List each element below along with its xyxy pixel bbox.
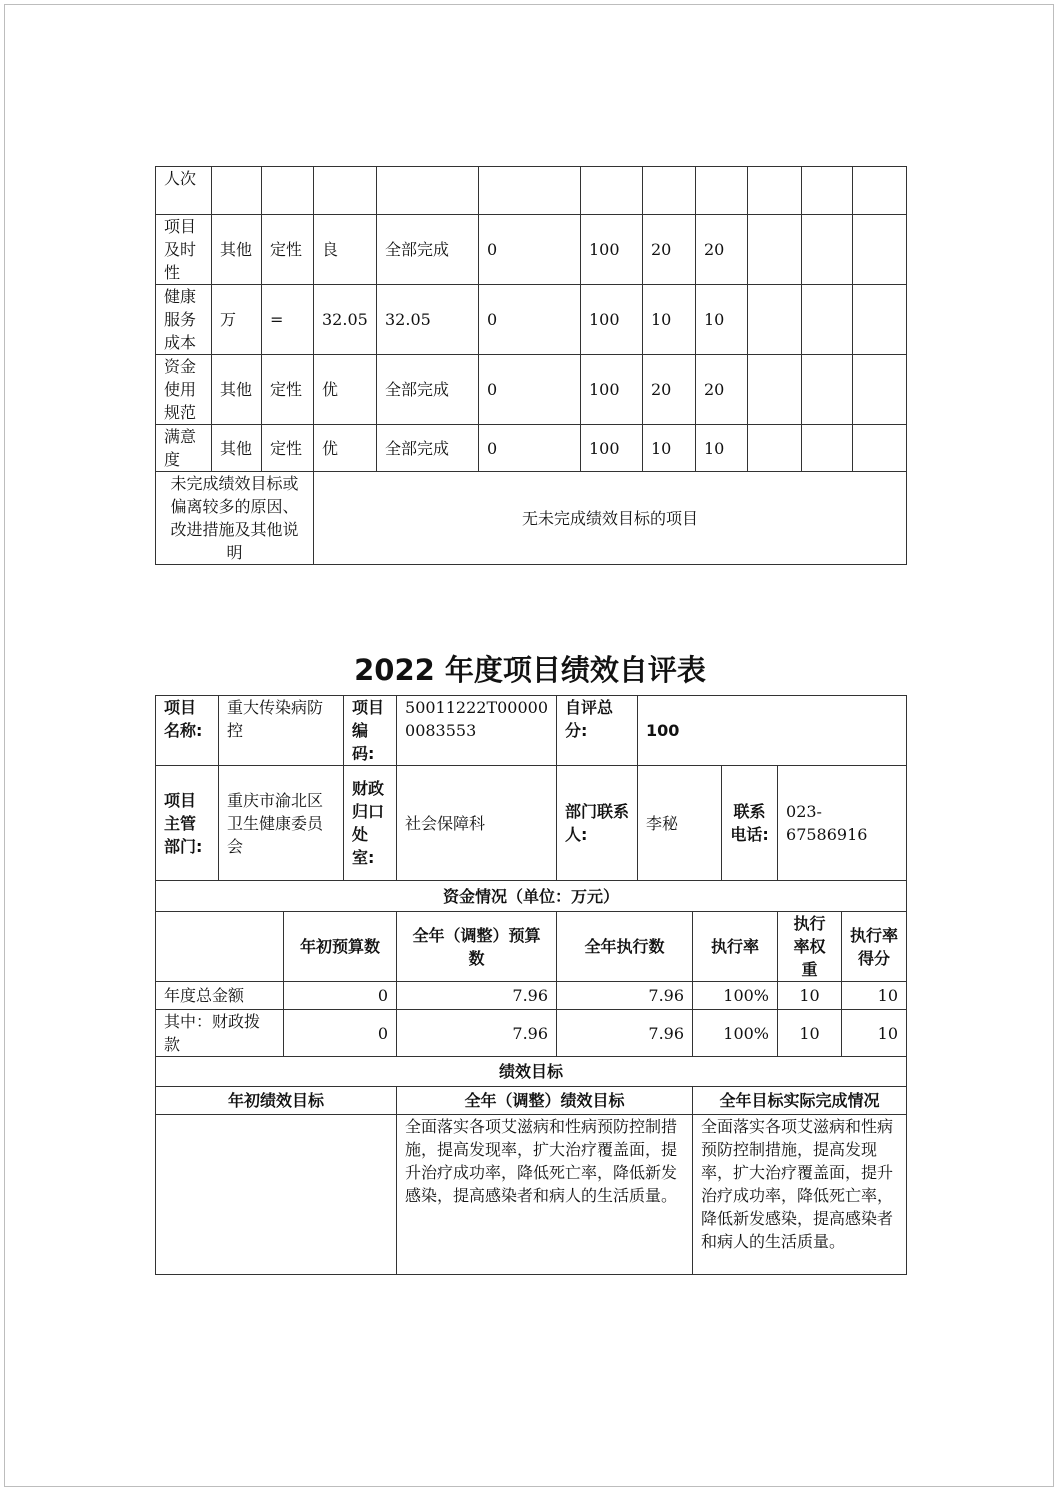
cell: 10 xyxy=(696,425,748,472)
table-row xyxy=(156,696,907,766)
indicator-name: 资金使用规范 xyxy=(156,355,212,425)
table-row xyxy=(156,766,907,881)
cell: 良 xyxy=(314,215,377,285)
cell: 全部完成 xyxy=(377,425,479,472)
cell: 全部完成 xyxy=(377,215,479,285)
cell: 优 xyxy=(314,425,377,472)
table-row xyxy=(156,355,907,425)
cell: 全部完成 xyxy=(377,355,479,425)
phone-value: 023-67586916 xyxy=(778,766,907,881)
header-cell: 全年执行数 xyxy=(557,912,693,982)
cell xyxy=(643,167,696,215)
table-row xyxy=(156,982,907,1010)
cell: 0 xyxy=(479,425,581,472)
cell: 0 xyxy=(284,1010,397,1057)
cell xyxy=(748,215,802,285)
label-contact: 部门联系人: xyxy=(557,766,638,881)
cell xyxy=(853,285,907,355)
cell xyxy=(212,167,262,215)
cell: 0 xyxy=(479,215,581,285)
header-cell: 全年（调整）预算数 xyxy=(397,912,557,982)
goal-initial xyxy=(156,1115,397,1275)
cell xyxy=(748,355,802,425)
indicator-name: 健康服务成本 xyxy=(156,285,212,355)
cell: 0 xyxy=(284,982,397,1010)
cell: 0 xyxy=(479,355,581,425)
indicator-name: 人次 xyxy=(156,167,212,215)
cell: 万 xyxy=(212,285,262,355)
cell: 32.05 xyxy=(377,285,479,355)
cell xyxy=(696,167,748,215)
goal-actual: 全面落实各项艾滋病和性病预防控制措施，提高发现率，扩大治疗覆盖面，提升治疗成功率，降低死亡率，降低新发感染，提高感染者和病人的生活质量。 xyxy=(693,1115,907,1275)
page-title: 2022 年度项目绩效自评表 xyxy=(354,653,706,687)
indicator-name: 项目及时性 xyxy=(156,215,212,285)
cell: 10 xyxy=(643,425,696,472)
cell: 7.96 xyxy=(557,982,693,1010)
contact-value: 李秘 xyxy=(638,766,722,881)
cell xyxy=(802,355,853,425)
goals-section-title: 绩效目标 xyxy=(156,1057,907,1087)
cell: 7.96 xyxy=(557,1010,693,1057)
row-label: 年度总金额 xyxy=(156,982,284,1010)
cell: 100 xyxy=(581,355,643,425)
cell xyxy=(748,425,802,472)
label-phone: 联系电话: xyxy=(722,766,778,881)
cell: 10 xyxy=(643,285,696,355)
cell xyxy=(802,425,853,472)
header-cell: 执行率得分 xyxy=(842,912,907,982)
label-project-code: 项目编码: xyxy=(344,696,397,766)
goals-header: 全年目标实际完成情况 xyxy=(693,1087,907,1115)
table-row xyxy=(156,912,907,982)
cell: 其他 xyxy=(212,215,262,285)
cell: 20 xyxy=(643,215,696,285)
cell: 其他 xyxy=(212,425,262,472)
cell: 定性 xyxy=(262,425,314,472)
cell: 100% xyxy=(693,982,778,1010)
label-score: 自评总分: xyxy=(557,696,638,766)
cell: 0 xyxy=(479,285,581,355)
cell xyxy=(377,167,479,215)
cell xyxy=(853,425,907,472)
cell: 10 xyxy=(842,982,907,1010)
cell xyxy=(748,285,802,355)
cell: 100 xyxy=(581,215,643,285)
score-value: 100 xyxy=(638,696,907,766)
goals-header: 全年（调整）绩效目标 xyxy=(397,1087,693,1115)
cell: = xyxy=(262,285,314,355)
indicator-name: 满意度 xyxy=(156,425,212,472)
dept-value: 重庆市渝北区卫生健康委员会 xyxy=(219,766,344,881)
cell xyxy=(581,167,643,215)
header-cell: 执行率 xyxy=(693,912,778,982)
cell xyxy=(802,167,853,215)
finance-value: 社会保障科 xyxy=(397,766,557,881)
cell xyxy=(853,355,907,425)
unfinished-label: 未完成绩效目标或偏离较多的原因、改进措施及其他说明 xyxy=(156,472,314,565)
cell: 定性 xyxy=(262,215,314,285)
table-row xyxy=(156,1010,907,1057)
project-name: 重大传染病防控 xyxy=(219,696,344,766)
row-label: 其中：财政拨款 xyxy=(156,1010,284,1057)
header-cell: 执行率权重 xyxy=(778,912,842,982)
header-cell xyxy=(156,912,284,982)
cell xyxy=(802,215,853,285)
table-row xyxy=(156,285,907,355)
cell: 10 xyxy=(696,285,748,355)
label-dept: 项目主管部门: xyxy=(156,766,219,881)
cell: 20 xyxy=(696,355,748,425)
cell: 定性 xyxy=(262,355,314,425)
project-code: 50011222T000000083553 xyxy=(397,696,557,766)
cell: 100 xyxy=(581,285,643,355)
cell: 10 xyxy=(842,1010,907,1057)
unfinished-value: 无未完成绩效目标的项目 xyxy=(314,472,907,565)
cell: 7.96 xyxy=(397,982,557,1010)
cell: 100 xyxy=(581,425,643,472)
cell xyxy=(853,167,907,215)
label-project-name: 项目名称: xyxy=(156,696,219,766)
cell xyxy=(853,215,907,285)
cell: 其他 xyxy=(212,355,262,425)
cell: 10 xyxy=(778,1010,842,1057)
goal-adjusted: 全面落实各项艾滋病和性病预防控制措施，提高发现率，扩大治疗覆盖面，提升治疗成功率，降低死亡率，降低新发感染，提高感染者和病人的生活质量。 xyxy=(397,1115,693,1275)
label-finance: 财政归口处室: xyxy=(344,766,397,881)
table-row xyxy=(156,167,907,215)
cell xyxy=(479,167,581,215)
table-row xyxy=(156,472,907,565)
cell: 100% xyxy=(693,1010,778,1057)
header-cell: 年初预算数 xyxy=(284,912,397,982)
indicator-table xyxy=(155,166,907,565)
cell xyxy=(314,167,377,215)
table-row xyxy=(156,215,907,285)
table-row xyxy=(156,1115,907,1275)
cell xyxy=(748,167,802,215)
cell: 10 xyxy=(778,982,842,1010)
table-row xyxy=(156,1057,907,1087)
table-row xyxy=(156,881,907,912)
cell: 32.05 xyxy=(314,285,377,355)
cell: 优 xyxy=(314,355,377,425)
table-row xyxy=(156,1087,907,1115)
table-row xyxy=(156,425,907,472)
evaluation-table xyxy=(155,695,907,1275)
cell: 20 xyxy=(696,215,748,285)
cell xyxy=(262,167,314,215)
cell xyxy=(802,285,853,355)
cell: 20 xyxy=(643,355,696,425)
cell: 7.96 xyxy=(397,1010,557,1057)
goals-header: 年初绩效目标 xyxy=(156,1087,397,1115)
funds-section-title: 资金情况（单位：万元） xyxy=(156,881,907,912)
